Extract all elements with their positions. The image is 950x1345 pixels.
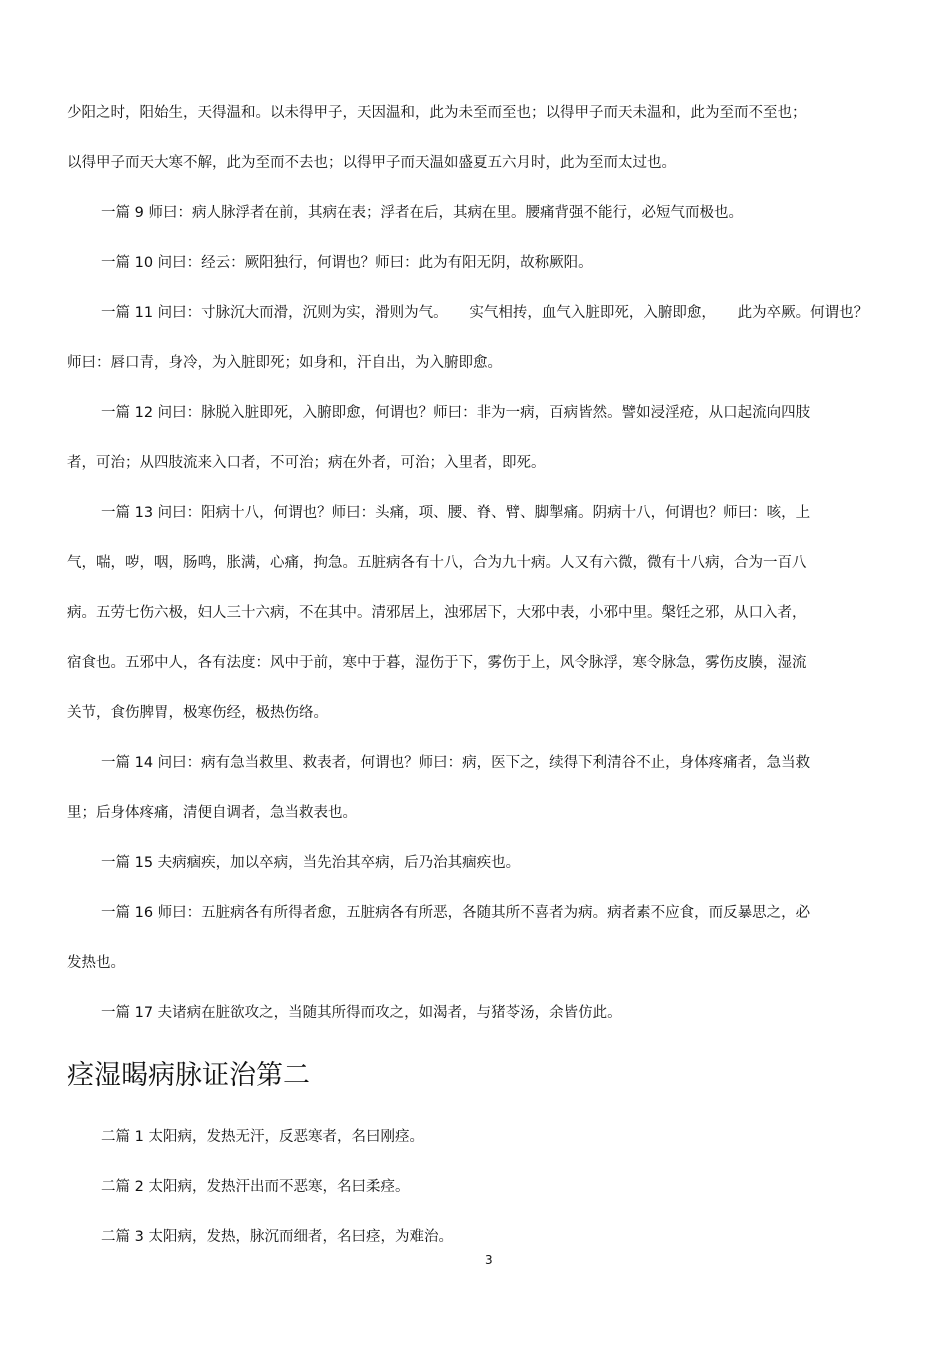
text-line: 二篇 3 太阳病，发热，脉沉而细者，名曰痉，为难治。 [101, 1229, 453, 1245]
text-line: 一篇 10 问曰：经云：厥阳独行，何谓也？师曰：此为有阳无阴，故称厥阳。 [101, 255, 593, 271]
text-line: 一篇 17 夫诸病在脏欲攻之，当随其所得而攻之，如渴者，与猪苓汤，余皆仿此。 [101, 1005, 622, 1021]
text-line: 里；后身体疼痛，清便自调者，急当救表也。 [67, 805, 357, 821]
text-line: 宿食也。五邪中人，各有法度：风中于前，寒中于暮，湿伤于下，雾伤于上，风令脉浮，寒令脉急，雾伤皮腠，湿流 [67, 655, 807, 671]
text-line: 一篇 13 问曰：阳病十八，何谓也？师曰：头痛，项、腰、脊、臂、脚掣痛。阴病十八，何谓也？师曰：咳，上 [101, 505, 811, 521]
text-line: 一篇 11 问曰：寸脉沉大而滑，沉则为实，滑则为气。 实气相抟，血气入脏即死，入腑即愈， 此为卒厥。何谓也？ [101, 305, 869, 321]
text-line: 者，可治；从四肢流来入口者，不可治；病在外者，可治；入里者，即死。 [67, 455, 546, 471]
text-line: 一篇 12 问曰：脉脱入脏即死，入腑即愈，何谓也？师曰：非为一病，百病皆然。譬如浸淫疮，从口起流向四肢 [101, 405, 811, 421]
text-line: 二篇 2 太阳病，发热汗出而不恶寒，名曰柔痉。 [101, 1179, 410, 1195]
text-line: 一篇 15 夫病痼疾，加以卒病，当先治其卒病，后乃治其痼疾也。 [101, 855, 521, 871]
text-line: 病。五劳七伤六极，妇人三十六病，不在其中。清邪居上，浊邪居下，大邪中表，小邪中里。槃饪之邪，从口入者， [67, 605, 807, 621]
text-line: 发热也。 [67, 955, 125, 971]
text-line: 以得甲子而天大寒不解，此为至而不去也；以得甲子而天温如盛夏五六月时，此为至而太过也。 [67, 155, 676, 171]
text-line: 少阳之时，阳始生，天得温和。以未得甲子，天因温和，此为未至而至也；以得甲子而天未温和，此为至而不至也； [67, 105, 807, 121]
text-line: 一篇 16 师曰：五脏病各有所得者愈，五脏病各有所恶，各随其所不喜者为病。病者素不应食，而反暴思之，必 [101, 905, 811, 921]
text-line: 一篇 14 问曰：病有急当救里、救表者，何谓也？师曰：病，医下之，续得下利清谷不止，身体疼痛者，急当救 [101, 755, 811, 771]
text-line: 一篇 9 师曰：病人脉浮者在前，其病在表；浮者在后，其病在里。腰痛背强不能行，必短气而极也。 [101, 205, 743, 221]
text-line: 关节，食伤脾胃，极寒伤经，极热伤络。 [67, 705, 328, 721]
page-number: 3 [485, 1253, 493, 1267]
section-heading: 痉湿暍病脉证治第二 [67, 1060, 310, 1091]
text-line: 师曰：唇口青，身冷，为入脏即死；如身和，汗自出，为入腑即愈。 [67, 355, 502, 371]
text-line: 二篇 1 太阳病，发热无汗，反恶寒者，名曰刚痉。 [101, 1129, 424, 1145]
text-line: 气，喘，哕，咽，肠鸣，胀满，心痛，拘急。五脏病各有十八，合为九十病。人又有六微，微有十八病，合为一百八 [67, 555, 807, 571]
